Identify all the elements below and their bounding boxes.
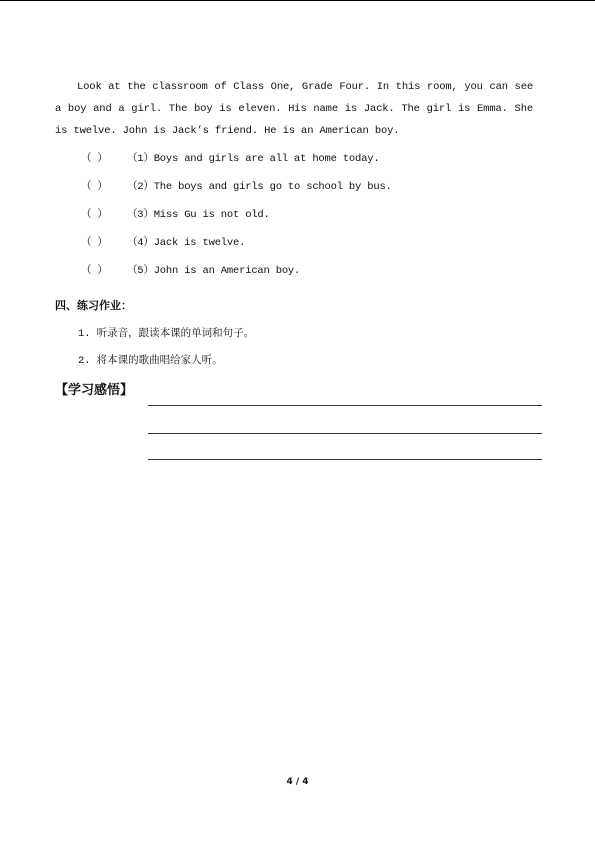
- homework-title: 四、练习作业：: [55, 299, 132, 312]
- answer-blank[interactable]: （ ）: [81, 181, 108, 193]
- question-text: （5）John is an American boy.: [127, 265, 301, 277]
- answer-blank[interactable]: （ ）: [81, 237, 108, 249]
- homework-text: 听录音，跟读本课的单词和句子。: [96, 327, 255, 339]
- homework-item: [78, 322, 254, 349]
- question-item: [81, 176, 392, 204]
- reflection-title: 【学习感悟】: [55, 383, 134, 398]
- question-text: （4）Jack is twelve.: [127, 237, 246, 249]
- reading-passage: [55, 76, 533, 142]
- answer-blank[interactable]: （ ）: [81, 153, 108, 165]
- question-item: [81, 204, 392, 232]
- question-item: [81, 260, 392, 288]
- reflection-line-2[interactable]: [148, 433, 542, 434]
- reflection-line-3[interactable]: [148, 459, 542, 460]
- homework-item: [78, 349, 254, 376]
- homework-number: 1.: [78, 328, 91, 340]
- question-text: （2）The boys and girls go to school by bus.: [127, 181, 392, 193]
- homework-list: [78, 322, 254, 376]
- true-false-questions: [81, 148, 392, 288]
- answer-blank[interactable]: （ ）: [81, 265, 108, 277]
- question-item: [81, 148, 392, 176]
- reflection-line-1[interactable]: [148, 405, 542, 406]
- question-text: （3）Miss Gu is not old.: [127, 209, 270, 221]
- header-rule: [0, 0, 595, 1]
- passage-text: Look at the classroom of Class One, Grade Four. In this room, you can see a boy and a girl. The boy is eleven. His name is Jack. The girl is Emma. She is twelve. John is Jack’s friend. He is an American boy.: [55, 81, 533, 137]
- question-item: [81, 232, 392, 260]
- answer-blank[interactable]: （ ）: [81, 209, 108, 221]
- question-text: （1）Boys and girls are all at home today.: [127, 153, 380, 165]
- homework-number: 2.: [78, 355, 91, 367]
- homework-text: 将本课的歌曲唱给家人听。: [96, 354, 223, 366]
- page-number: 4 / 4: [286, 777, 309, 787]
